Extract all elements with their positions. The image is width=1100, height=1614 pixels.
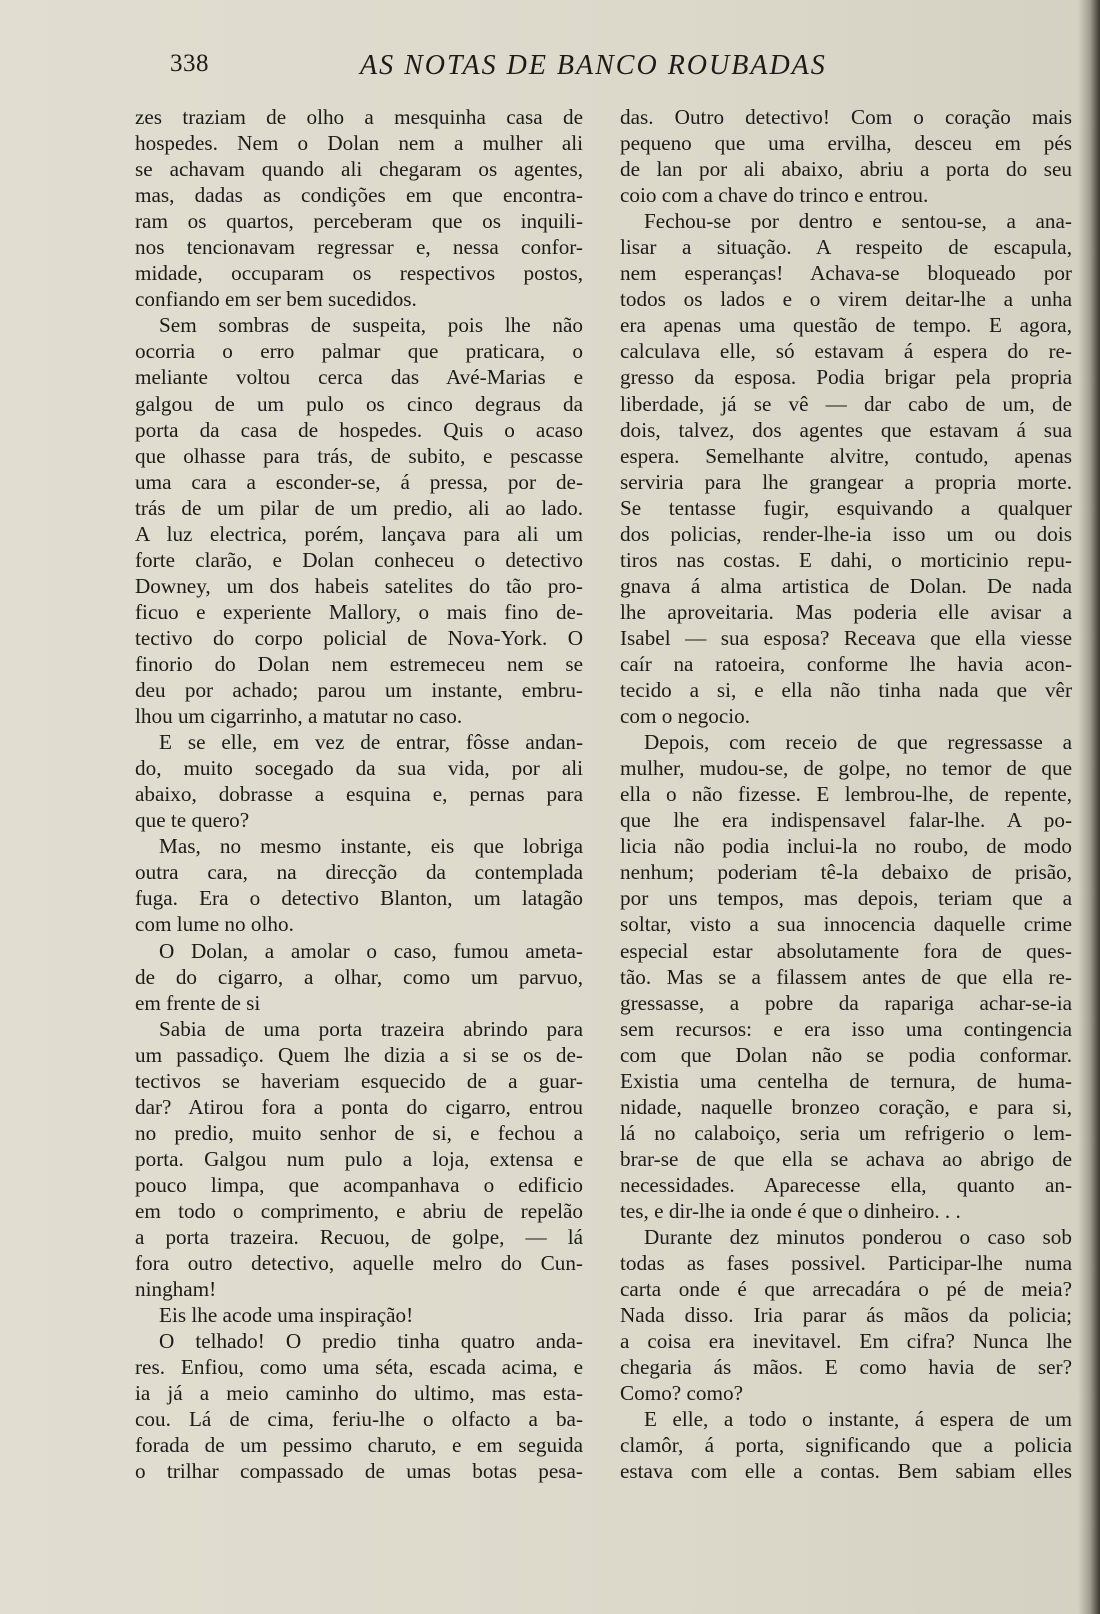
text-line: com que Dolan não se podia conformar. [620,1042,1072,1067]
text-line: lhou um cigarrinho, a matutar no caso. [135,704,463,729]
text-line: gresso da esposa. Podia brigar pela propria [620,365,1072,390]
text-line: o trilhar compassado de umas botas pesa- [135,1459,583,1484]
text-line: no predio, muito senhor de si, e fechou a [135,1120,583,1145]
text-line: ella o não fizesse. E lembrou-lhe, de repente, [620,782,1072,807]
text-line: a coisa era inevitavel. Em cifra? Nunca lhe [620,1329,1072,1354]
text-line: que lhe era indispensavel falar-lhe. A po- [620,808,1072,833]
text-line: a porta trazeira. Recuou, de golpe, — lá [135,1225,583,1250]
text-line: com o negocio. [620,704,751,729]
text-line: nem esperanças! Achava-se bloqueado por [620,261,1072,286]
text-line: lá no calaboiço, seria um refrigerio o lem- [620,1120,1072,1145]
text-line: Eis lhe acode uma inspiração! [159,1303,414,1328]
text-line: porta da casa de hospedes. Quis o acaso [135,417,583,442]
text-line: dois, talvez, dos agentes que estavam á sua [620,417,1072,442]
text-line: E se elle, em vez de entrar, fôsse andan- [159,730,583,755]
text-line: liberdade, já se vê — dar cabo de um, de [620,391,1072,416]
text-line: uma cara a esconder-se, á pressa, por de- [135,469,583,494]
text-line: abaixo, dobrasse a esquina e, pernas para [135,782,583,807]
text-line: Durante dez minutos ponderou o caso sob [644,1225,1072,1250]
text-line: calculava elle, só estavam á espera do re- [620,339,1072,364]
text-line: res. Enfiou, como uma séta, escada acima, e [135,1355,583,1380]
text-line: ficuo e experiente Mallory, o mais fino de- [135,599,583,624]
text-line: soltar, visto a sua innocencia daquelle crime [620,912,1072,937]
text-line: com lume no olho. [135,912,294,937]
text-line: Depois, com receio de que regressasse a [644,730,1072,755]
left-text-column [135,104,583,1484]
text-line: A luz electrica, porém, lançava para ali um [135,521,583,546]
text-line: galgou de um pulo os cinco degraus da [135,391,583,416]
text-line: caír na ratoeira, conforme lhe havia acon- [620,651,1072,676]
text-line: zes traziam de olho a mesquinha casa de [135,105,583,129]
text-line: Fechou-se por dentro e sentou-se, a ana- [644,209,1072,234]
text-line: ia já a meio caminho do ultimo, mas esta- [135,1381,583,1406]
text-line: de do cigarro, a olhar, como um parvuo, [135,964,583,989]
text-line: era apenas uma questão de tempo. E agora, [620,313,1072,338]
text-line: serviria para lhe grangear a propria morte. [620,469,1072,494]
text-line: tectivo do corpo policial de Nova-York. O [135,625,583,650]
text-line: que olhasse para trás, de subito, e pescasse [135,443,583,468]
text-line: em frente de si [135,990,261,1015]
text-line: gressasse, a pobre da rapariga achar-se-ia [620,990,1072,1015]
text-line: Downey, um dos habeis satelites do tão pro- [135,573,583,598]
right-text-column [620,104,1072,1484]
text-line: necessidades. Aparecesse ella, quanto an- [620,1172,1072,1197]
text-line: pequeno que uma ervilha, desceu em pés [620,131,1072,156]
text-line: nidade, naquelle bronzeo coração, e para si, [620,1094,1072,1119]
text-line: forte clarão, e Dolan conheceu o detectivo [135,547,583,572]
text-line: Sem sombras de suspeita, pois lhe não [159,313,583,338]
text-line: tectivos se haveriam esquecido de a guar- [135,1068,583,1093]
text-line: todas as fases possivel. Participar-lhe numa [620,1251,1072,1276]
page-header [170,50,860,90]
text-line: mulher, mudou-se, de golpe, no temor de que [620,756,1072,781]
text-line: do, muito socegado da sua vida, por ali [135,756,583,781]
text-line: fuga. Era o detectivo Blanton, um latagão [135,886,583,911]
text-line: de lan por ali abaixo, abriu a porta do seu [620,157,1072,182]
text-line: tecido a si, e ella não tinha nada que vêr [620,678,1072,703]
text-line: lhe aproveitaria. Mas poderia elle avisar a [620,599,1072,624]
text-line: licia não podia inclui-la no roubo, de modo [620,834,1072,859]
text-line: Mas, no mesmo instante, eis que lobriga [159,834,583,859]
text-line: que te quero? [135,808,250,833]
text-line: tiros nas costas. E dahi, o morticinio repu- [620,547,1072,572]
text-line: se achavam quando ali chegaram os agentes, [135,157,583,182]
book-spine-shadow [1078,0,1100,1614]
running-title: AS NOTAS DE BANCO ROUBADAS [360,50,827,81]
text-line: todos os lados e o virem deitar-lhe a unha [620,287,1072,312]
text-line: ningham! [135,1277,217,1302]
text-line: nenhum; poderiam tê-la debaixo de prisão, [620,860,1072,885]
text-line: lisar a situação. A respeito de escapula, [620,235,1072,260]
text-line: coio com a chave do trinco e entrou. [620,183,929,208]
text-line: dos policias, render-lhe-ia isso um ou dois [620,521,1072,546]
text-line: estava com elle a contas. Bem sabiam elles [620,1459,1072,1484]
text-line: nos tencionavam regressar e, nessa confor- [135,235,583,260]
text-line: Como? como? [620,1381,743,1406]
text-line: porta. Galgou num pulo a loja, extensa e [135,1146,583,1171]
text-line: hospedes. Nem o Dolan nem a mulher ali [135,131,583,156]
text-line: pouco limpa, que acompanhava o edificio [135,1172,583,1197]
text-line: Sabia de uma porta trazeira abrindo para [159,1016,583,1041]
text-line: em todo o comprimento, e abriu de repelão [135,1198,583,1223]
text-line: Isabel — sua esposa? Receava que ella viesse [620,625,1072,650]
text-line: midade, occuparam os respectivos postos, [135,261,583,286]
text-line: tes, e dir-lhe ia onde é que o dinheiro. . . [620,1198,961,1223]
text-line: Se tentasse fugir, esquivando a qualquer [620,495,1072,520]
text-line: tão. Mas se a filassem antes de que ella re- [620,964,1072,989]
text-line: confiando em ser bem sucedidos. [135,287,417,312]
text-line: ocorria o erro palmar que praticara, o [135,339,583,364]
text-line: trás de um pilar de um predio, ali ao lado. [135,495,583,520]
text-line: das. Outro detectivo! Com o coração mais [620,105,1072,129]
text-line: por uns tempos, mas depois, teriam que a [620,886,1072,911]
text-line: chegaria ás mãos. E como havia de ser? [620,1355,1072,1380]
text-line: um passadiço. Quem lhe dizia a si se os de- [135,1042,583,1067]
text-line: ram os quartos, perceberam que os inquili- [135,209,583,234]
text-line: espera. Semelhante alvitre, contudo, apenas [620,443,1072,468]
page-number: 338 [170,50,209,77]
text-line: sem recursos: e era isso uma contingencia [620,1016,1072,1041]
text-line: meliante voltou cerca das Avé-Marias e [135,365,583,390]
text-line: mas, dadas as condições em que encontra- [135,183,583,208]
text-line: dar? Atirou fora a ponta do cigarro, entrou [135,1094,583,1119]
text-line: forada de um pessimo charuto, e em seguida [135,1433,583,1458]
text-line: O Dolan, a amolar o caso, fumou ameta- [159,938,583,963]
text-line: E elle, a todo o instante, á espera de um [644,1407,1072,1432]
text-line: deu por achado; parou um instante, embru- [135,678,583,703]
text-line: Existia uma centelha de ternura, de huma- [620,1068,1072,1093]
text-line: especial estar absolutamente fora de ques- [620,938,1072,963]
text-line: cou. Lá de cima, feriu-lhe o olfacto a ba- [135,1407,583,1432]
text-line: fora outro detectivo, aquelle melro do Cun- [135,1251,583,1276]
text-line: Nada disso. Iria parar ás mãos da policia; [620,1303,1072,1328]
text-line: carta onde é que arrecadára o pé de meia? [620,1277,1072,1302]
text-line: clamôr, á porta, significando que a policia [620,1433,1072,1458]
text-line: finorio do Dolan nem estremeceu nem se [135,651,583,676]
text-line: O telhado! O predio tinha quatro anda- [159,1329,583,1354]
text-line: brar-se de que ella se achava ao abrigo de [620,1146,1072,1171]
text-line: gnava á alma artistica de Dolan. De nada [620,573,1072,598]
text-line: outra cara, na direcção da contemplada [135,860,583,885]
